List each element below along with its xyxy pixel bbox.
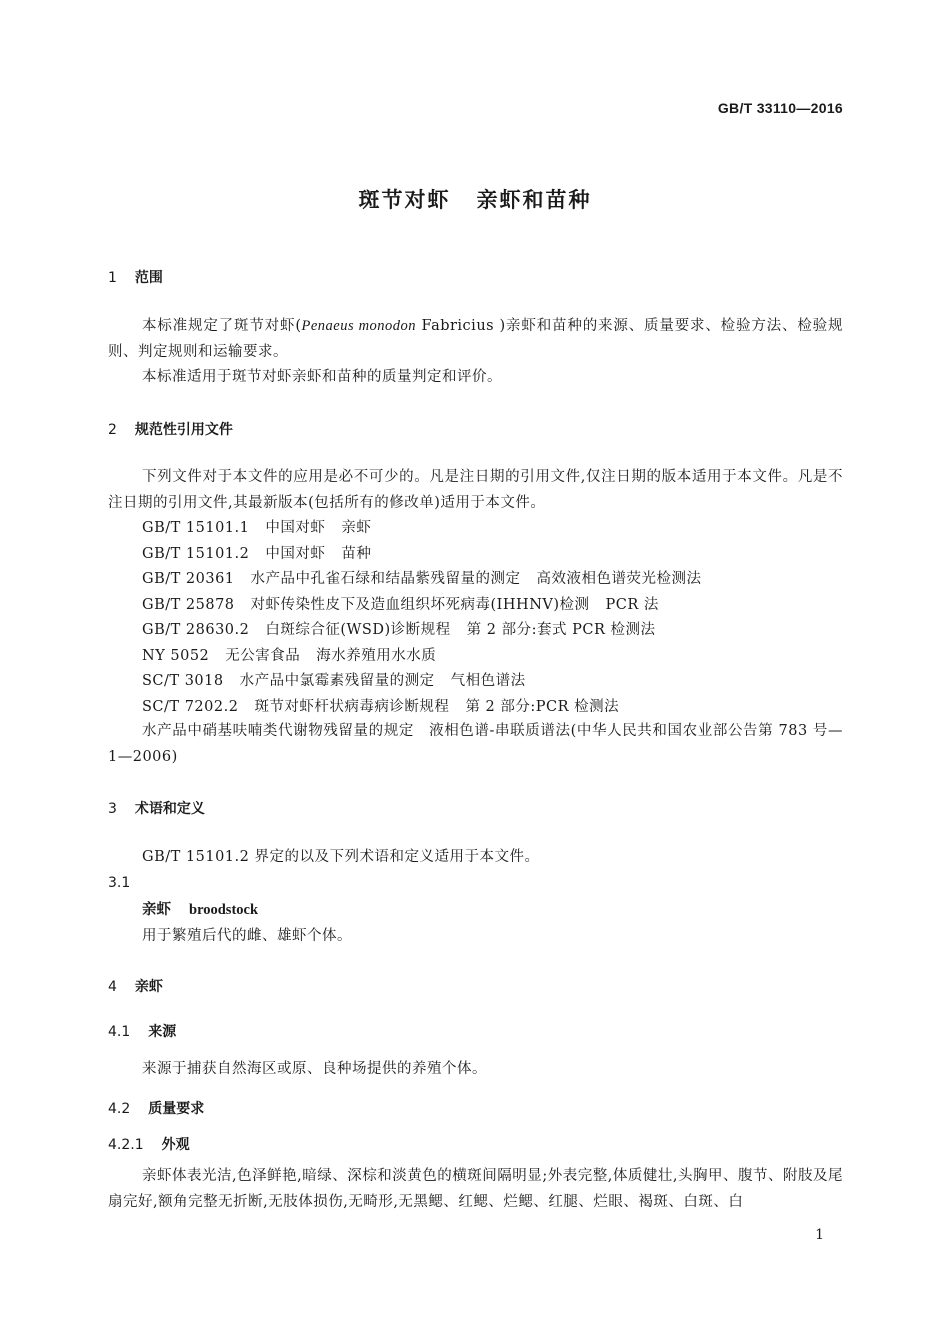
standard-code: GB/T 33110—2016 <box>717 100 843 116</box>
species-name: Penaeus monodon <box>301 318 417 334</box>
reference-item: NY 5052 无公害食品 海水养殖用水水质 <box>142 648 437 664</box>
document-title <box>0 184 950 214</box>
page-number: 1 <box>815 1227 824 1243</box>
section-3-intro: GB/T 15101.2 界定的以及下列术语和定义适用于本文件。 <box>142 849 540 865</box>
reference-item: GB/T 15101.2 中国对虾 苗种 <box>142 546 372 562</box>
reference-item: GB/T 20361 水产品中孔雀石绿和结晶紫残留量的测定 高效液相色谱荧光检测法 <box>142 571 702 587</box>
reference-item-last: 水产品中硝基呋喃类代谢物残留量的规定 液相色谱-串联质谱法(中华人民共和国农业部公告第 783 号—1—2006) <box>108 723 843 765</box>
reference-item: GB/T 15101.1 中国对虾 亲虾 <box>142 520 372 536</box>
section-2-intro: 下列文件对于本文件的应用是必不可少的。凡是注日期的引用文件,仅注日期的版本适用于本文件。凡是不注日期的引用文件,其最新版本(包括所有的修改单)适用于本文件。 <box>108 469 843 511</box>
section-1-heading: 1 范围 <box>108 270 163 286</box>
reference-item: GB/T 25878 对虾传染性皮下及造血组织坏死病毒(IHHNV)检测 PCR 法 <box>142 597 659 613</box>
term-number: 3.1 <box>108 875 131 891</box>
reference-item: SC/T 7202.2 斑节对虾杆状病毒病诊断规程 第 2 部分:PCR 检测法 <box>142 699 620 715</box>
section-4-1-heading: 4.1 来源 <box>108 1024 177 1040</box>
section-4-1-text: 来源于捕获自然海区或原、良种场提供的养殖个体。 <box>142 1061 487 1077</box>
section-2-heading: 2 规范性引用文件 <box>108 422 233 438</box>
section-4-2-heading: 4.2 质量要求 <box>108 1101 205 1117</box>
section-3-heading: 3 术语和定义 <box>108 801 205 817</box>
term-heading: 亲虾 broodstock <box>142 901 259 918</box>
reference-item: GB/T 28630.2 白斑综合征(WSD)诊断规程 第 2 部分:套式 PCR 检测法 <box>142 622 656 638</box>
section-4-2-1-text: 亲虾体表光洁,色泽鲜艳,暗绿、深棕和淡黄色的横斑间隔明显;外表完整,体质健壮,头胸甲、腹节、附肢及尾扇完好,额角完整无折断,无肢体损伤,无畸形,无黑鳃、红鳃、烂鳃、红腿、烂眼、褐斑、白斑、白 <box>108 1168 843 1210</box>
section-1-paragraph-1: 本标准规定了斑节对虾(Penaeus monodon Fabricius )亲虾和苗种的来源、质量要求、检验方法、检验规则、判定规则和运输要求。 <box>108 318 844 360</box>
reference-item: SC/T 3018 水产品中氯霉素残留量的测定 气相色谱法 <box>142 673 526 689</box>
section-4-2-1-heading: 4.2.1 外观 <box>108 1137 190 1153</box>
title-part2: 亲虾和苗种 <box>476 188 592 212</box>
section-4-heading: 4 亲虾 <box>108 979 163 995</box>
title-part1: 斑节对虾 <box>358 188 451 212</box>
section-1-paragraph-2: 本标准适用于斑节对虾亲虾和苗种的质量判定和评价。 <box>142 369 502 385</box>
term-definition: 用于繁殖后代的雌、雄虾个体。 <box>142 928 352 944</box>
